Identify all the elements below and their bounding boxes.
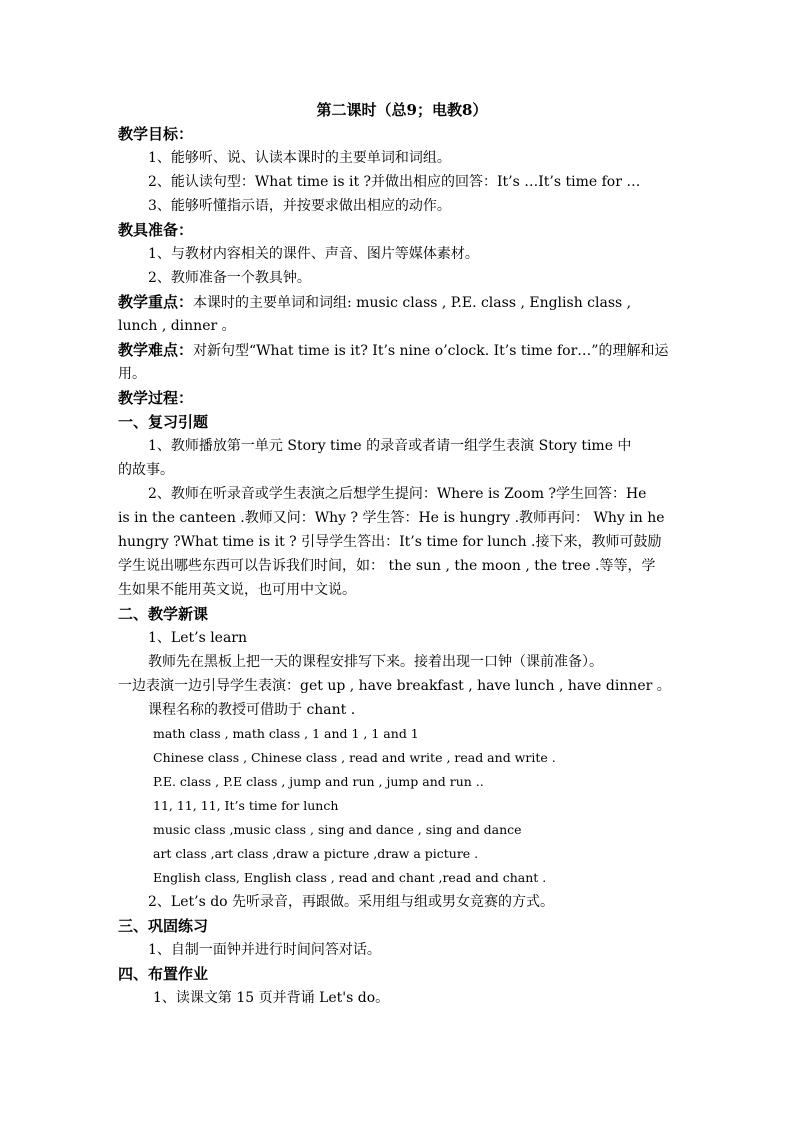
chant-line: 11, 11, 11, It’s time for lunch xyxy=(153,798,339,813)
difficulty xyxy=(118,338,678,362)
difficulty-text: 对新句型“What time is it? It’s nine o’clock. It’s time for…”的理解和运 xyxy=(193,343,669,359)
chant-line: art class ,art class ,draw a picture ,draw a picture . xyxy=(153,846,479,861)
goal-item: 2、能认读句型：What time is it ?并做出相应的回答：It’s …It’s time for … xyxy=(148,174,641,190)
process-heading: 教学过程： xyxy=(118,389,194,407)
chant-line: Chinese class , Chinese class , read and write , read and write . xyxy=(153,750,556,765)
difficulty-label: 教学难点： xyxy=(118,341,194,359)
paragraph-line: is in the canteen .教师又问：Why ? 学生答：He is hungry .教师再问： Why in he xyxy=(118,510,665,526)
paragraph-line: 1、Let’s learn xyxy=(148,630,248,646)
paragraph-line: 学生说出哪些东西可以告诉我们时间，如： the sun , the moon , the tree .等等，学 xyxy=(118,558,656,574)
chant-line: math class , math class , 1 and 1 , 1 and 1 xyxy=(153,726,419,741)
paragraph-line: 1、自制一面钟并进行时间问答对话。 xyxy=(148,942,381,958)
prep-item: 1、与教材内容相关的课件、声音、图片等媒体素材。 xyxy=(148,246,479,262)
paragraph-line: 生如果不能用英文说，也可用中文说。 xyxy=(118,582,356,598)
prep-heading: 教具准备： xyxy=(118,221,194,239)
paragraph-line: 一边表演一边引导学生表演：get up , have breakfast , have lunch , have dinner 。 xyxy=(118,678,671,694)
chant-line: P.E. class , P.E class , jump and run , jump and run .. xyxy=(153,774,484,789)
paragraph-line: 1、教师播放第一单元 Story time 的录音或者请一组学生表演 Story time 中 xyxy=(148,438,632,454)
paragraph-line: hungry ?What time is it ? 引导学生答出：It’s time for lunch .接下来，教师可鼓励 xyxy=(118,534,662,550)
paragraph-line: 2、教师在听录音或学生表演之后想学生提问：Where is Zoom ?学生回答：He xyxy=(148,486,647,502)
paragraph-line: 教师先在黑板上把一天的课程安排写下来。接着出现一口钟（课前准备）。 xyxy=(148,654,603,670)
goals-heading: 教学目标： xyxy=(118,125,194,143)
section-heading-new: 二、教学新课 xyxy=(118,605,209,623)
section-heading-homework: 四、布置作业 xyxy=(118,965,209,983)
paragraph-line: 课程名称的教授可借助于 chant . xyxy=(148,702,356,718)
lesson-plan-page xyxy=(118,98,678,1010)
goal-item: 3、能够听懂指示语，并按要求做出相应的动作。 xyxy=(148,198,451,214)
section-heading-review: 一、复习引题 xyxy=(118,413,209,431)
chant-line: music class ,music class , sing and dance , sing and dance xyxy=(153,822,522,837)
key-text: 本课时的主要单词和词组: music class , P.E. class , English class , xyxy=(193,295,632,311)
paragraph-line: 1、读课文第 15 页并背诵 Let's do。 xyxy=(153,990,390,1006)
section-heading-practice: 三、巩固练习 xyxy=(118,917,209,935)
paragraph-line: 2、Let’s do 先听录音，再跟做。采用组与组或男女竞赛的方式。 xyxy=(148,894,555,910)
key-points xyxy=(118,290,678,314)
paragraph-line: 的故事。 xyxy=(118,462,174,478)
prep-item: 2、教师准备一个教具钟。 xyxy=(148,270,311,286)
chant-line: English class, English class , read and chant ,read and chant . xyxy=(153,870,547,885)
key-label: 教学重点： xyxy=(118,293,194,311)
goal-item: 1、能够听、说、认读本课时的主要单词和词组。 xyxy=(148,150,451,166)
difficulty-cont: 用。 xyxy=(118,366,146,382)
key-points-cont: lunch , dinner 。 xyxy=(118,318,236,334)
page-title: 第二课时（总9；电教8） xyxy=(316,101,488,119)
